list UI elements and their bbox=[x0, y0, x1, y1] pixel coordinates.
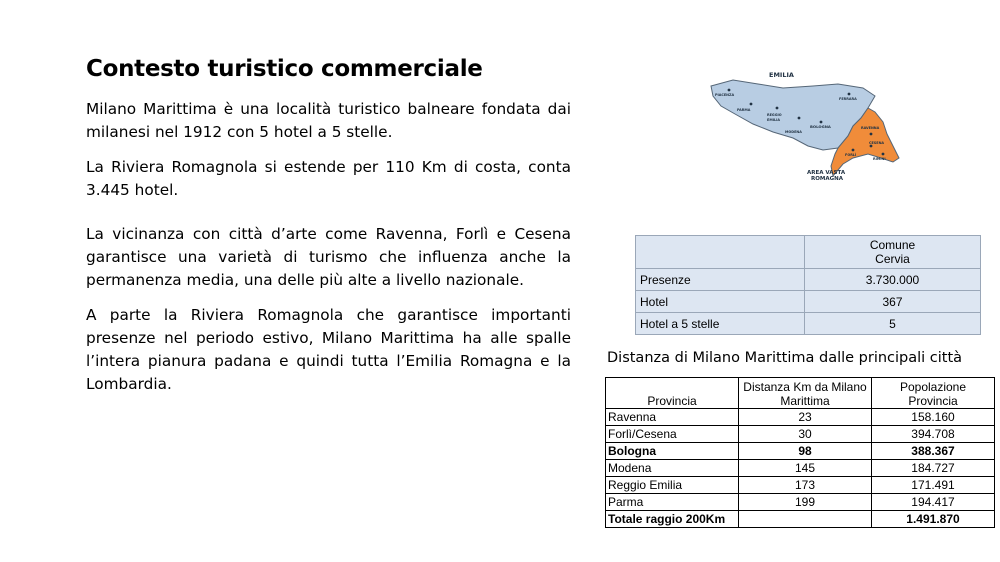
table-row bbox=[606, 426, 995, 443]
row-label: Presenze bbox=[636, 269, 805, 291]
table-row bbox=[606, 443, 995, 460]
bologna-dot bbox=[820, 121, 823, 124]
ravenna-dot bbox=[870, 133, 873, 136]
slide-title: Contesto turistico commerciale bbox=[86, 56, 483, 82]
modena-dot bbox=[798, 117, 801, 120]
cell-pop: 388.367 bbox=[872, 443, 995, 460]
table-row bbox=[636, 291, 981, 313]
paragraph-pianura-padana: A parte la Riviera Romagnola che garantisce importanti presenze nel periodo estivo, Milano Marittima ha alle spalle l’intera pianura padana e quindi tutta l’Emilia Romagna e la Lombardia. bbox=[86, 306, 571, 393]
cell-provincia: Parma bbox=[606, 494, 739, 511]
cell-provincia: Bologna bbox=[606, 443, 739, 460]
map-city-forli: FORLÌ bbox=[845, 153, 857, 157]
row-label: Hotel a 5 stelle bbox=[636, 313, 805, 335]
cell-pop: 394.708 bbox=[872, 426, 995, 443]
row-label: Hotel bbox=[636, 291, 805, 313]
header-distance bbox=[739, 378, 872, 409]
table-row bbox=[606, 409, 995, 426]
cell-provincia: Reggio Emilia bbox=[606, 477, 739, 494]
header-distance-line2: Marittima bbox=[780, 394, 830, 408]
map-region-label: EMILIA bbox=[769, 71, 794, 79]
cell-km: 199 bbox=[739, 494, 872, 511]
map-city-rimini: RIMINI bbox=[873, 157, 886, 161]
map-city-cesena: CESENA bbox=[869, 141, 885, 145]
cell-pop: 171.491 bbox=[872, 477, 995, 494]
table-header-empty bbox=[636, 236, 805, 269]
reggio-dot bbox=[776, 107, 779, 110]
map-area-label-1: AREA VASTA bbox=[807, 170, 846, 176]
paragraph-founding: Milano Marittima è una località turistico balneare fondata dai milanesi nel 1912 con 5 hotel a 5 stelle. bbox=[86, 100, 571, 141]
cell-total-label: Totale raggio 200Km bbox=[606, 511, 739, 528]
table-row bbox=[636, 269, 981, 291]
cell-km: 145 bbox=[739, 460, 872, 477]
distance-table bbox=[605, 377, 995, 528]
header-comune-line1: Comune bbox=[869, 238, 916, 252]
cell-total-pop: 1.491.870 bbox=[872, 511, 995, 528]
cell-pop: 158.160 bbox=[872, 409, 995, 426]
row-value: 5 bbox=[805, 313, 981, 335]
header-population-line2: Provincia bbox=[908, 394, 958, 408]
map-city-ferrara: FERRARA bbox=[839, 97, 857, 101]
ferrara-dot bbox=[848, 93, 851, 96]
map-city-modena: MODENA bbox=[785, 130, 802, 134]
table-row bbox=[606, 494, 995, 511]
header-distance-line1: Distanza Km da Milano bbox=[743, 380, 867, 394]
map-city-reggio-2: EMILIA bbox=[767, 118, 780, 122]
cell-km: 30 bbox=[739, 426, 872, 443]
table-header-row bbox=[606, 378, 995, 409]
map-city-parma: PARMA bbox=[737, 108, 751, 112]
comune-cervia-table bbox=[635, 235, 981, 335]
table-row bbox=[606, 460, 995, 477]
map-city-piacenza: PIACENZA bbox=[715, 93, 735, 97]
row-value: 3.730.000 bbox=[805, 269, 981, 291]
table-total-row bbox=[606, 511, 995, 528]
table-row bbox=[636, 313, 981, 335]
cell-pop: 194.417 bbox=[872, 494, 995, 511]
header-provincia: Provincia bbox=[606, 378, 739, 409]
cell-provincia: Modena bbox=[606, 460, 739, 477]
rimini-dot bbox=[882, 153, 885, 156]
map-city-ravenna: RAVENNA bbox=[861, 126, 880, 130]
piacenza-dot bbox=[728, 89, 731, 92]
cell-km: 173 bbox=[739, 477, 872, 494]
row-value: 367 bbox=[805, 291, 981, 313]
cell-provincia: Forlì/Cesena bbox=[606, 426, 739, 443]
paragraph-art-cities: La vicinanza con città d’arte come Ravenna, Forlì e Cesena garantisce una varietà di turismo che influenza anche la permanenza media, una delle più alte a livello nazionale. bbox=[86, 225, 571, 289]
cesena-dot bbox=[870, 145, 873, 148]
table-header-row bbox=[636, 236, 981, 269]
map-city-reggio-1: REGGIO bbox=[767, 113, 782, 117]
distance-table-title: Distanza di Milano Marittima dalle principali città bbox=[607, 350, 963, 366]
paragraph-riviera: La Riviera Romagnola si estende per 110 Km di costa, conta 3.445 hotel. bbox=[86, 158, 571, 199]
forli-dot bbox=[852, 149, 855, 152]
header-population-line1: Popolazione bbox=[899, 380, 967, 394]
cell-km: 23 bbox=[739, 409, 872, 426]
header-population bbox=[872, 378, 995, 409]
cell-provincia: Ravenna bbox=[606, 409, 739, 426]
table-header-comune bbox=[805, 236, 981, 269]
parma-dot bbox=[750, 103, 753, 106]
header-comune-line2: Cervia bbox=[875, 252, 910, 266]
table-row bbox=[606, 477, 995, 494]
map-city-bologna: BOLOGNA bbox=[810, 124, 831, 129]
map-area-label-2: ROMAGNA bbox=[811, 176, 844, 182]
cell-km: 98 bbox=[739, 443, 872, 460]
cell-total-km bbox=[739, 511, 872, 528]
emilia-romagna-map bbox=[703, 66, 913, 184]
cell-pop: 184.727 bbox=[872, 460, 995, 477]
